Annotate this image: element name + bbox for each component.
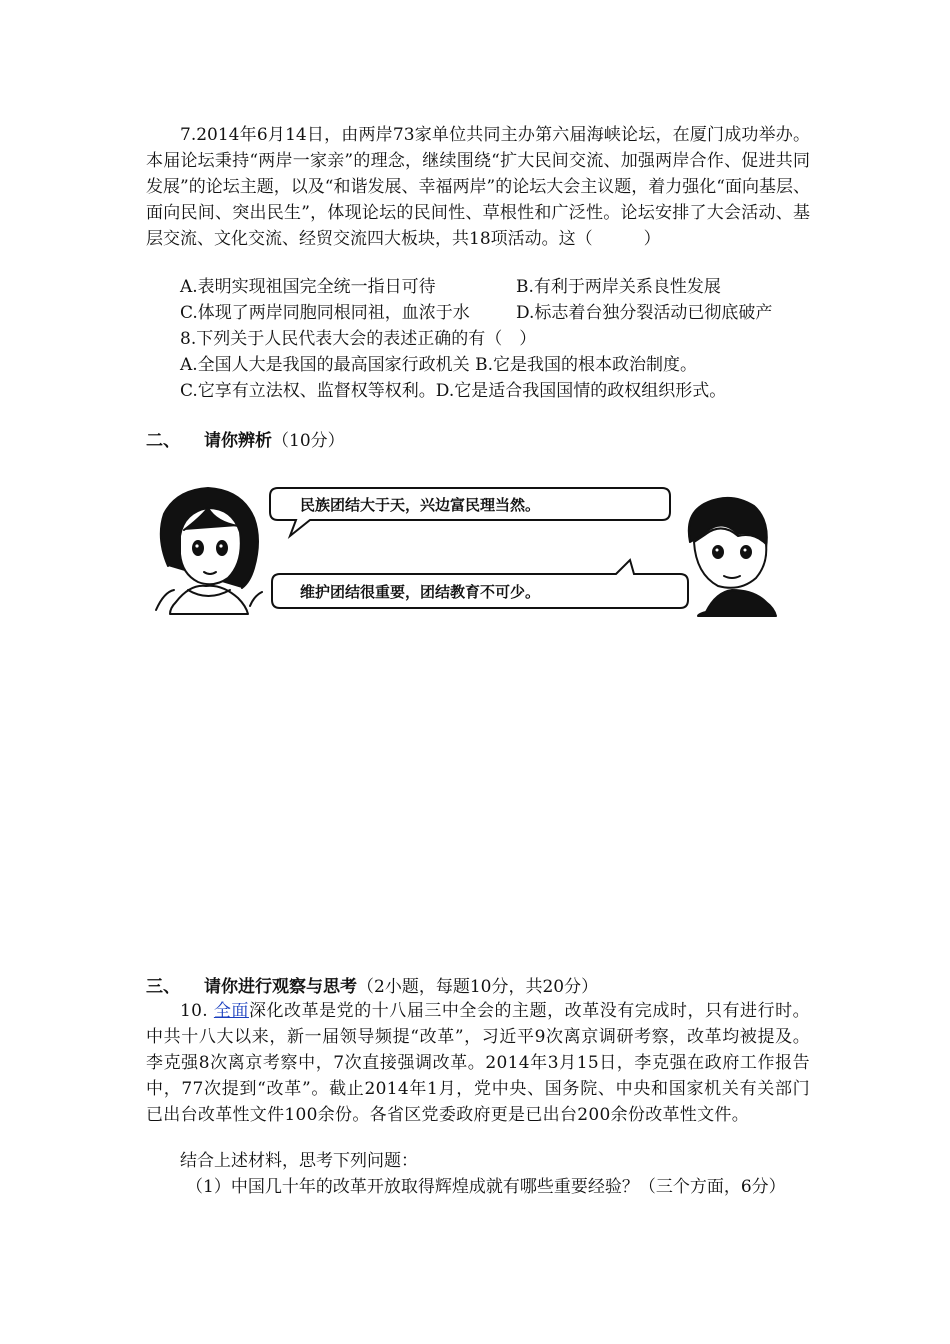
- q8-options-line1: A.全国人大是我国的最高国家行政机关 B.它是我国的根本政治制度。: [180, 355, 697, 375]
- q7-option-b: B.有利于两岸关系良性发展: [516, 277, 721, 297]
- q8-options-line2: C.它享有立法权、监督权等权利。D.它是适合我国国情的政权组织形式。: [180, 381, 727, 401]
- q7-stem: 7.2014年6月14日，由两岸73家单位共同主办第六届海峡论坛，在厦门成功举办。本届论坛秉持“两岸一家亲”的理念，继续围绕“扩大民间交流、加强两岸合作、促进共同发展”的论坛主题，以及“和谐发展、幸福两岸”的论坛大会主议题，着力强化“面向基层、面向民间、突出民生”，体现论坛的民间性、草根性和广泛性。论坛安排了大会活动、基层交流、文化交流、经贸交流四大板块，共18项活动。这（ ）: [146, 125, 810, 249]
- q10-link[interactable]: 全面: [213, 1001, 249, 1021]
- bubble-bottom-text: 维护团结很重要，团结教育不可少。: [300, 583, 541, 601]
- q8-stem: 8.下列关于人民代表大会的表述正确的有（ ）: [180, 329, 537, 349]
- speech-bubble-bottom: [272, 560, 688, 608]
- q10-prompt: 结合上述材料，思考下列问题：: [180, 1151, 418, 1171]
- section2-title: 请你辨析: [204, 431, 272, 451]
- boy-figure: [689, 498, 776, 616]
- girl-figure: [156, 488, 262, 614]
- q10-subquestion-1: （1）中国几十年的改革开放取得辉煌成就有哪些重要经验？（三个方面，6分）: [186, 1177, 786, 1197]
- section3-number: 三、: [146, 977, 180, 997]
- q10-text: 深化改革是党的十八届三中全会的主题，改革没有完成时，只有进行时。中共十八大以来，新一届领导频提“改革”，习近平9次离京调研考察，改革均被提及。李克强8次离京考察中，7次直接强调改革。2014年3月15日，李克强在政府工作报告中，77次提到“改革”。截止2014年1月，党中央、国务院、中央和国家机关有关部门已出台改革性文件100余份。各省区党委政府更是已出台200余份改革性文件。: [146, 1001, 810, 1125]
- section2-score: （10分）: [272, 431, 345, 451]
- q10-number: 10.: [180, 1001, 208, 1021]
- section3-title: 请你进行观察与思考: [204, 977, 357, 997]
- bubble-top-text: 民族团结大于天，兴边富民理当然。: [300, 496, 541, 514]
- q7-option-a: A.表明实现祖国完全统一指日可待: [180, 277, 436, 297]
- q10-material: [146, 998, 810, 1128]
- section3-score: （2小题，每题10分，共20分）: [357, 977, 599, 997]
- q7-option-c: C.体现了两岸同胞同根同祖，血浓于水: [180, 303, 470, 323]
- q7-option-d: D.标志着台独分裂活动已彻底破产: [516, 303, 773, 323]
- section3-heading: [146, 972, 598, 997]
- cartoon-illustration: [150, 478, 790, 628]
- section2-number: 二、: [146, 431, 180, 451]
- speech-bubble-top: [270, 488, 670, 536]
- section2-heading: [146, 426, 345, 451]
